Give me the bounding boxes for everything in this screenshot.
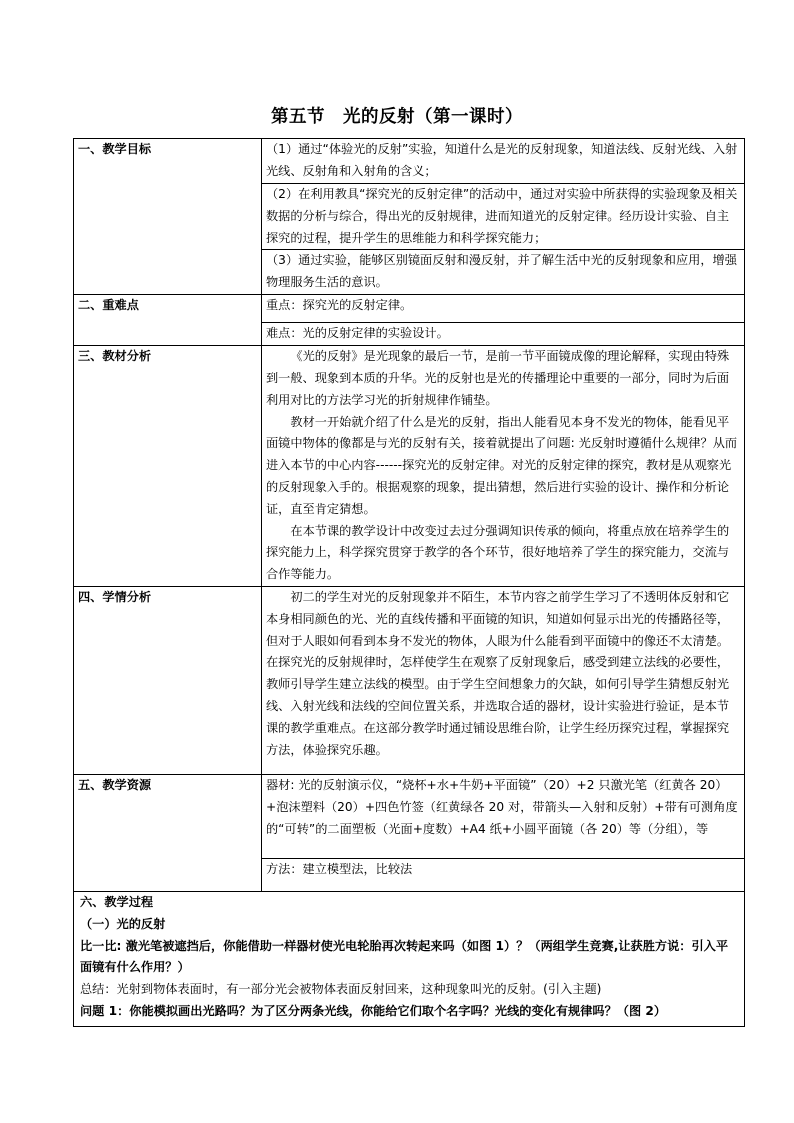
textbook-paragraph-2: 教材一开始就介绍了什么是光的反射，指出人能看见本身不发光的物体，能看见平面镜中物体的像都是与光的反射有关，接着就提出了问题: 光反射时遵循什么规律？从而进入本节的中心内容------探究光的反射定律。对光的反射定律的探究，教材是从观察光的反射现象入手的。根据观察的现象，提出猜想，然后进行实验的设计、操作和分析论证，直至肯定猜想。 (266, 414, 738, 516)
resources-equipment: 器材: 光的反射演示仪，“烧杯+水+牛奶+平面镜”（20）+2 只激光笔（红黄各 20）+泡沫塑料（20）+四色竹签（红黄绿各 20 对，带箭头—入射和反射）+带有可测角度的“可转”的二面塑板（光面+度数）+A4 纸+小圆平面镜（各 20）等（分组），等 (262, 774, 745, 858)
textbook-paragraph-3: 在本节课的教学设计中改变过去过分强调知识传承的倾向，将重点放在培养学生的探究能力上，科学探究贯穿于教学的各个环节，很好地培养了学生的探究能力，交流与合作等能力。 (266, 523, 730, 582)
difficulty-text: 难点：光的反射定律的实验设计。 (262, 323, 745, 346)
lesson-plan-table (73, 138, 745, 1027)
process-question: 问题 1：你能模拟画出光路吗？为了区分两条光线，你能给它们取个名字吗？光线的变化有规律吗？（图 2） (80, 1003, 667, 1018)
textbook-row (74, 346, 745, 587)
resources-row (74, 774, 745, 858)
students-label: 四、学情分析 (74, 586, 262, 774)
objective-item-3: （3）通过实验，能够区别镜面反射和漫反射，并了解生活中光的反射现象和应用，增强物理服务生活的意识。 (262, 250, 745, 295)
objective-item-1: （1）通过“体验光的反射”实验，知道什么是光的反射现象，知道法线、反射光线、入射光线、反射角和入射角的含义； (262, 139, 745, 184)
objectives-label: 一、教学目标 (74, 139, 262, 295)
resources-method: 方法：建立模型法，比较法 (262, 858, 745, 891)
process-subtitle: （一）光的反射 (80, 916, 166, 931)
textbook-paragraph-1: 《光的反射》是光现象的最后一节，是前一节平面镜成像的理论解释，实现由特殊到一般、现象到本质的升华。光的反射也是光的传播理论中重要的一部分，同时为后面利用对比的方法学习光的折射规律作铺垫。 (266, 349, 730, 407)
key-points-label: 二、重难点 (74, 295, 262, 346)
students-paragraph: 初二的学生对光的反射现象并不陌生，本节内容之前学生学习了不透明体反射和它本身相同颜色的光、光的直线传播和平面镜的知识，知道如何显示出光的传播路径等，但对于人眼如何看到本身不发光的物体，人眼为什么能看到平面镜中的像还不太清楚。在探究光的反射规律时，怎样使学生在观察了反射现象后，感受到建立法线的必要性，教师引导学生建立法线的模型。由于学生空间想象力的欠缺，如何引导学生猜想反射光线、入射光线和法线的空间位置关系，并选取合适的器材，设计实验进行验证，是本节课的教学重难点。在这部分教学时通过铺设思维台阶，让学生经历探究过程，掌握探究方法，体验探究乐趣。 (266, 589, 730, 757)
key-points-row (74, 295, 745, 323)
process-summary: 总结：光射到物体表面时，有一部分光会被物体表面反射回来，这种现象叫光的反射。(引入主题) (80, 982, 602, 997)
process-row (74, 891, 745, 1026)
key-point-text: 重点：探究光的反射定律。 (262, 295, 745, 323)
objectives-row (74, 139, 745, 184)
textbook-label: 三、教材分析 (74, 346, 262, 587)
resources-label: 五、教学资源 (74, 774, 262, 891)
process-label: 六、教学过程 (80, 894, 154, 909)
objective-item-2: （2）在利用教具“探究光的反射定律”的活动中，通过对实验中所获得的实验现象及相关数据的分析与综合，得出光的反射规律，进而知道光的反射定律。经历设计实验、自主探究的过程，提升学生的思维能力和科学探究能力； (262, 184, 745, 250)
process-compare: 比一比: 激光笔被遮挡后，你能借助一样器材使光电轮胎再次转起来吗（如图 1）？（两组学生竞赛,让获胜方说：引入平面镜有什么作用？） (80, 938, 729, 975)
page-title: 第五节 光的反射（第一课时） (271, 107, 523, 127)
students-row (74, 586, 745, 774)
